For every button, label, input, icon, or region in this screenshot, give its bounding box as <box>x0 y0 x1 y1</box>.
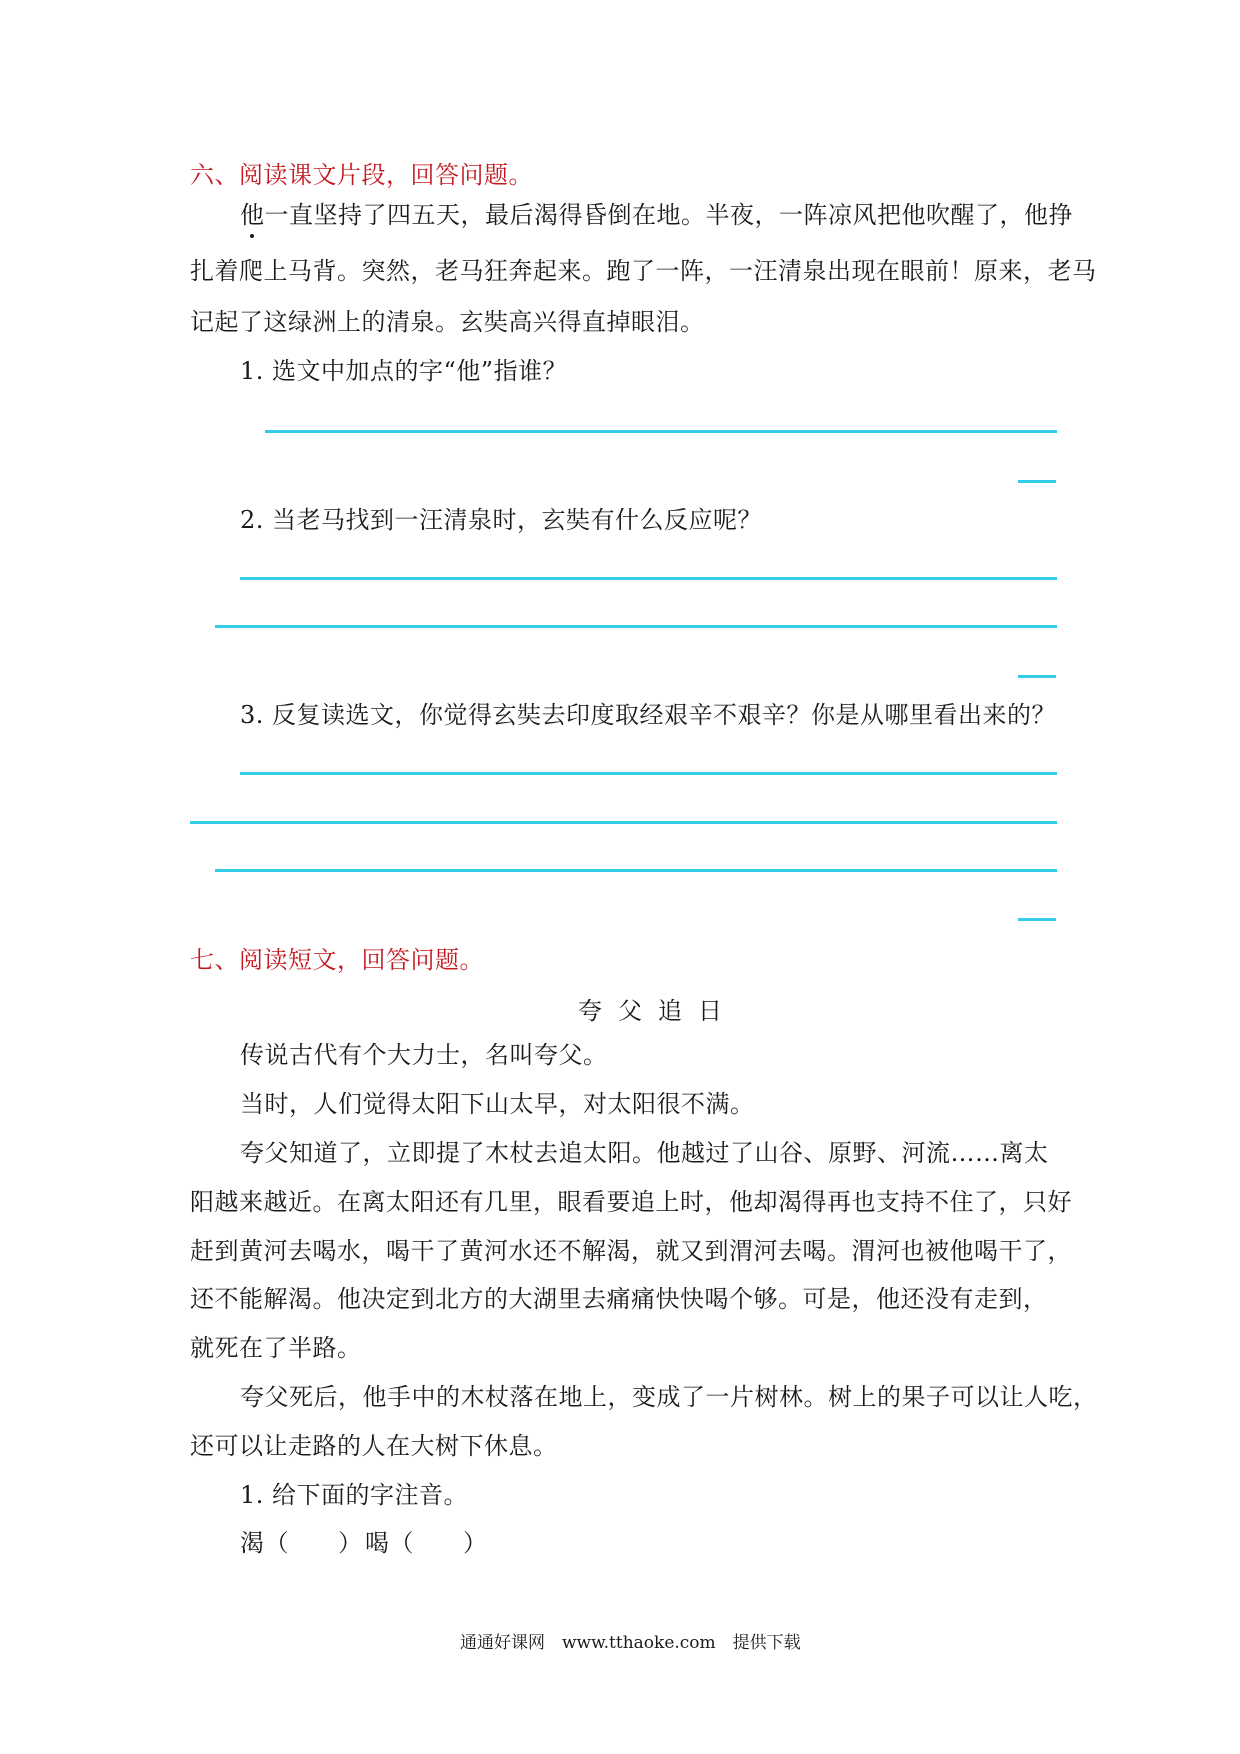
answer-line[interactable] <box>215 625 1057 628</box>
story-paragraph-3-line-4: 还不能解渴。他决定到北方的大湖里去痛痛快快喝个够。可是，他还没有走到， <box>190 1285 1048 1313</box>
passage-6-line-1 <box>240 200 1073 230</box>
question-6-2: 2. 当老马找到一汪清泉时，玄奘有什么反应呢？ <box>240 506 763 534</box>
footer-text: 通通好课网 www.tthaoke.com 提供下载 <box>460 1633 801 1653</box>
passage-6-line-3: 记起了这绿洲上的清泉。玄奘高兴得直掉眼泪。 <box>190 308 705 336</box>
story-paragraph-3-line-1: 夸父知道了，立即提了木杖去追太阳。他越过了山谷、原野、河流……离太 <box>240 1139 1049 1167</box>
dotted-character: 他 <box>240 201 265 229</box>
answer-line-end[interactable] <box>1018 480 1056 483</box>
story-paragraph-2: 当时，人们觉得太阳下山太早，对太阳很不满。 <box>240 1090 755 1118</box>
question-6-1: 1. 选文中加点的字“他”指谁？ <box>240 357 568 385</box>
story-title: 夸父追日 <box>578 997 738 1025</box>
section-6-heading: 六、阅读课文片段，回答问题。 <box>190 161 533 189</box>
answer-line[interactable] <box>265 430 1057 433</box>
question-6-3: 3. 反复读选文，你觉得玄奘去印度取经艰辛不艰辛？你是从哪里看出来的？ <box>240 701 1057 729</box>
story-paragraph-3-line-3: 赶到黄河去喝水，喝干了黄河水还不解渴，就又到渭河去喝。渭河也被他喝干了， <box>190 1237 1072 1265</box>
passage-6-line-1-text: 一直坚持了四五天，最后渴得昏倒在地。半夜，一阵凉风把他吹醒了，他挣 <box>264 201 1073 229</box>
answer-line[interactable] <box>240 772 1057 775</box>
answer-line[interactable] <box>190 821 1057 824</box>
story-paragraph-1: 传说古代有个大力士，名叫夸父。 <box>240 1041 608 1069</box>
passage-6-line-2: 扎着爬上马背。突然，老马狂奔起来。跑了一阵，一汪清泉出现在眼前！原来，老马 <box>190 257 1097 285</box>
answer-line-end[interactable] <box>1018 918 1056 921</box>
section-7-heading: 七、阅读短文，回答问题。 <box>190 946 484 974</box>
story-paragraph-4-line-1: 夸父死后，他手中的木杖落在地上，变成了一片树林。树上的果子可以让人吃， <box>240 1383 1098 1411</box>
story-paragraph-3-line-2: 阳越来越近。在离太阳还有几里，眼看要追上时，他却渴得再也支持不住了，只好 <box>190 1188 1072 1216</box>
answer-line-end[interactable] <box>1018 675 1056 678</box>
story-paragraph-4-line-2: 还可以让走路的人在大树下休息。 <box>190 1432 558 1460</box>
answer-line[interactable] <box>240 577 1057 580</box>
pinyin-item-he[interactable]: 喝（ ） <box>365 1529 488 1557</box>
answer-line[interactable] <box>215 869 1057 872</box>
pinyin-item-ke[interactable]: 渴（ ） <box>240 1529 363 1557</box>
question-7-1: 1. 给下面的字注音。 <box>240 1481 469 1509</box>
story-paragraph-3-line-5: 就死在了半路。 <box>190 1334 362 1362</box>
